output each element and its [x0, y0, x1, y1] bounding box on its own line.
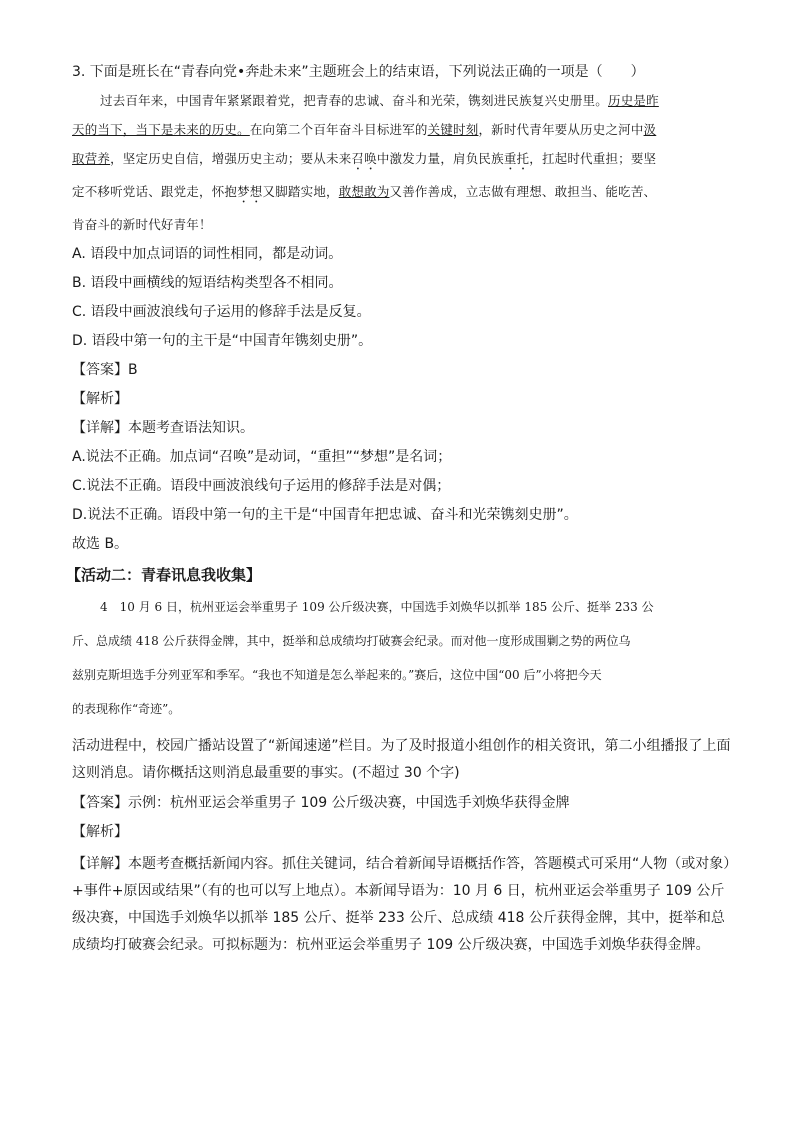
- news-line: 4 10 月 6 日，杭州亚运会举重男子 109 公斤级决赛，中国选手刘焕华以抓举 185 公斤、挺举 233 公: [100, 600, 654, 614]
- detail-line: 故选 B。: [72, 536, 129, 552]
- passage-text: 又脚踏实地，: [262, 184, 339, 199]
- detail-paragraph: 【详解】本题考查概括新闻内容。抓住关键词，结合着新闻导语概括作答，答题模式可采用“人物（或对象）+事件+原因或结果”（有的也可以写上地点）。本新闻导语为：10 月 6 日，杭州亚运会举重男子 109 公斤级决赛，中国选手刘焕华以抓举 185 公斤、挺举 233 公斤、总成绩 418 公斤获得金牌，其中，挺举和总成绩均打破赛会纪录。可拟标题为：杭州亚运会举重男子 109 公斤级决赛，中国选手刘焕华获得金牌。: [72, 856, 731, 953]
- option-b: B. 语段中画横线的短语结构类型各不相同。: [72, 275, 343, 291]
- passage-text: 定不移听党话、跟党走，怀抱: [72, 184, 238, 199]
- document-page: [66, 62, 732, 965]
- detail-line: 【详解】本题考查语法知识。: [72, 420, 254, 436]
- underlined-phrase: 关键时刻: [427, 122, 479, 137]
- passage-text: 过去百年来，中国青年紧紧跟着党，把青春的忠诚、奋斗和光荣，镌刻进民族复兴史册里。: [100, 93, 609, 108]
- passage-line: [72, 182, 732, 206]
- underlined-phrase: 敢想敢为: [338, 184, 390, 199]
- detail-line: C.说法不正确。语段中画波浪线句子运用的修辞手法是对偶；: [72, 478, 451, 494]
- answer-row: [72, 360, 732, 380]
- underlined-phrase: 取营养: [72, 151, 111, 166]
- answer-value: 示例：杭州亚运会举重男子 109 公斤级决赛，中国选手刘焕华获得金牌: [128, 795, 570, 811]
- news-passage: [72, 597, 732, 719]
- passage-text: ，坚定历史自信，增强历史主动；要从未来: [110, 151, 352, 166]
- detail-line: A.说法不正确。加点词“召唤”是动词，“重担”“梦想”是名词；: [72, 449, 452, 465]
- passage-line: [72, 215, 732, 235]
- question-3-stem: 3. 下面是班长在“青春向党•奔赴未来”主题班会上的结束语，下列说法正确的一项是（ ）: [72, 64, 645, 80]
- passage-text: 中激发力量，肩负民族: [376, 151, 504, 166]
- passage-text: 又善作善成，立志做有理想、敢担当、能吃苦、: [389, 184, 657, 199]
- wavy-sentence: 天的当下，当下是未来的历史。: [72, 122, 250, 137]
- passage-text: ，新时代青年要从历史之河中: [478, 122, 644, 137]
- passage-text: 肯奋斗的新时代好青年！: [72, 217, 212, 232]
- analysis-label: 【解析】: [72, 391, 128, 407]
- passage-line: [72, 91, 732, 111]
- detail-line: D.说法不正确。语段中第一句的主干是“中国青年把忠诚、奋斗和光荣镌刻史册”。: [72, 507, 578, 523]
- news-line: 的表现称作“奇迹”。: [72, 702, 181, 716]
- question-4-prompt: 活动进程中，校园广播站设置了“新闻速递”栏目。为了及时报道小组创作的相关资讯，第二小组播报了上面这则消息。请你概括这则消息最重要的事实。(不超过 30 个字): [72, 738, 731, 781]
- dotted-word: 梦想: [237, 184, 263, 199]
- answer-row: [72, 793, 732, 813]
- news-line: 斤、总成绩 418 公斤获得金牌，其中，挺举和总成绩均打破赛会纪录。而对他一度形成围剿之势的两位乌: [72, 634, 631, 648]
- answer-label: 【答案】: [72, 795, 128, 811]
- passage-line: [72, 120, 732, 140]
- activity-heading: 【活动二：青春讯息我收集】: [66, 566, 262, 584]
- answer-value: B: [128, 362, 138, 378]
- answer-label: 【答案】: [72, 362, 128, 378]
- underlined-phrase: 汲: [643, 122, 657, 137]
- wavy-sentence: 历史是昨: [608, 93, 659, 108]
- question-3-passage: [72, 91, 732, 235]
- option-a: A. 语段中加点词语的词性相同，都是动词。: [72, 246, 343, 262]
- passage-text: ，扛起时代重担；要坚: [529, 151, 657, 166]
- dotted-word: 重托: [503, 151, 530, 166]
- option-c: C. 语段中画波浪线句子运用的修辞手法是反复。: [72, 304, 371, 320]
- news-line: 兹别克斯坦选手分列亚军和季军。“我也不知道是怎么举起来的。”赛后，这位中国“00 后”小将把今天: [72, 668, 602, 682]
- passage-text: 在向第二个百年奋斗目标进军的: [249, 122, 428, 137]
- option-d: D. 语段中第一句的主干是“中国青年镌刻史册”。: [72, 333, 373, 349]
- passage-line: [72, 149, 732, 173]
- analysis-label: 【解析】: [72, 824, 128, 840]
- dotted-word: 召唤: [351, 151, 377, 166]
